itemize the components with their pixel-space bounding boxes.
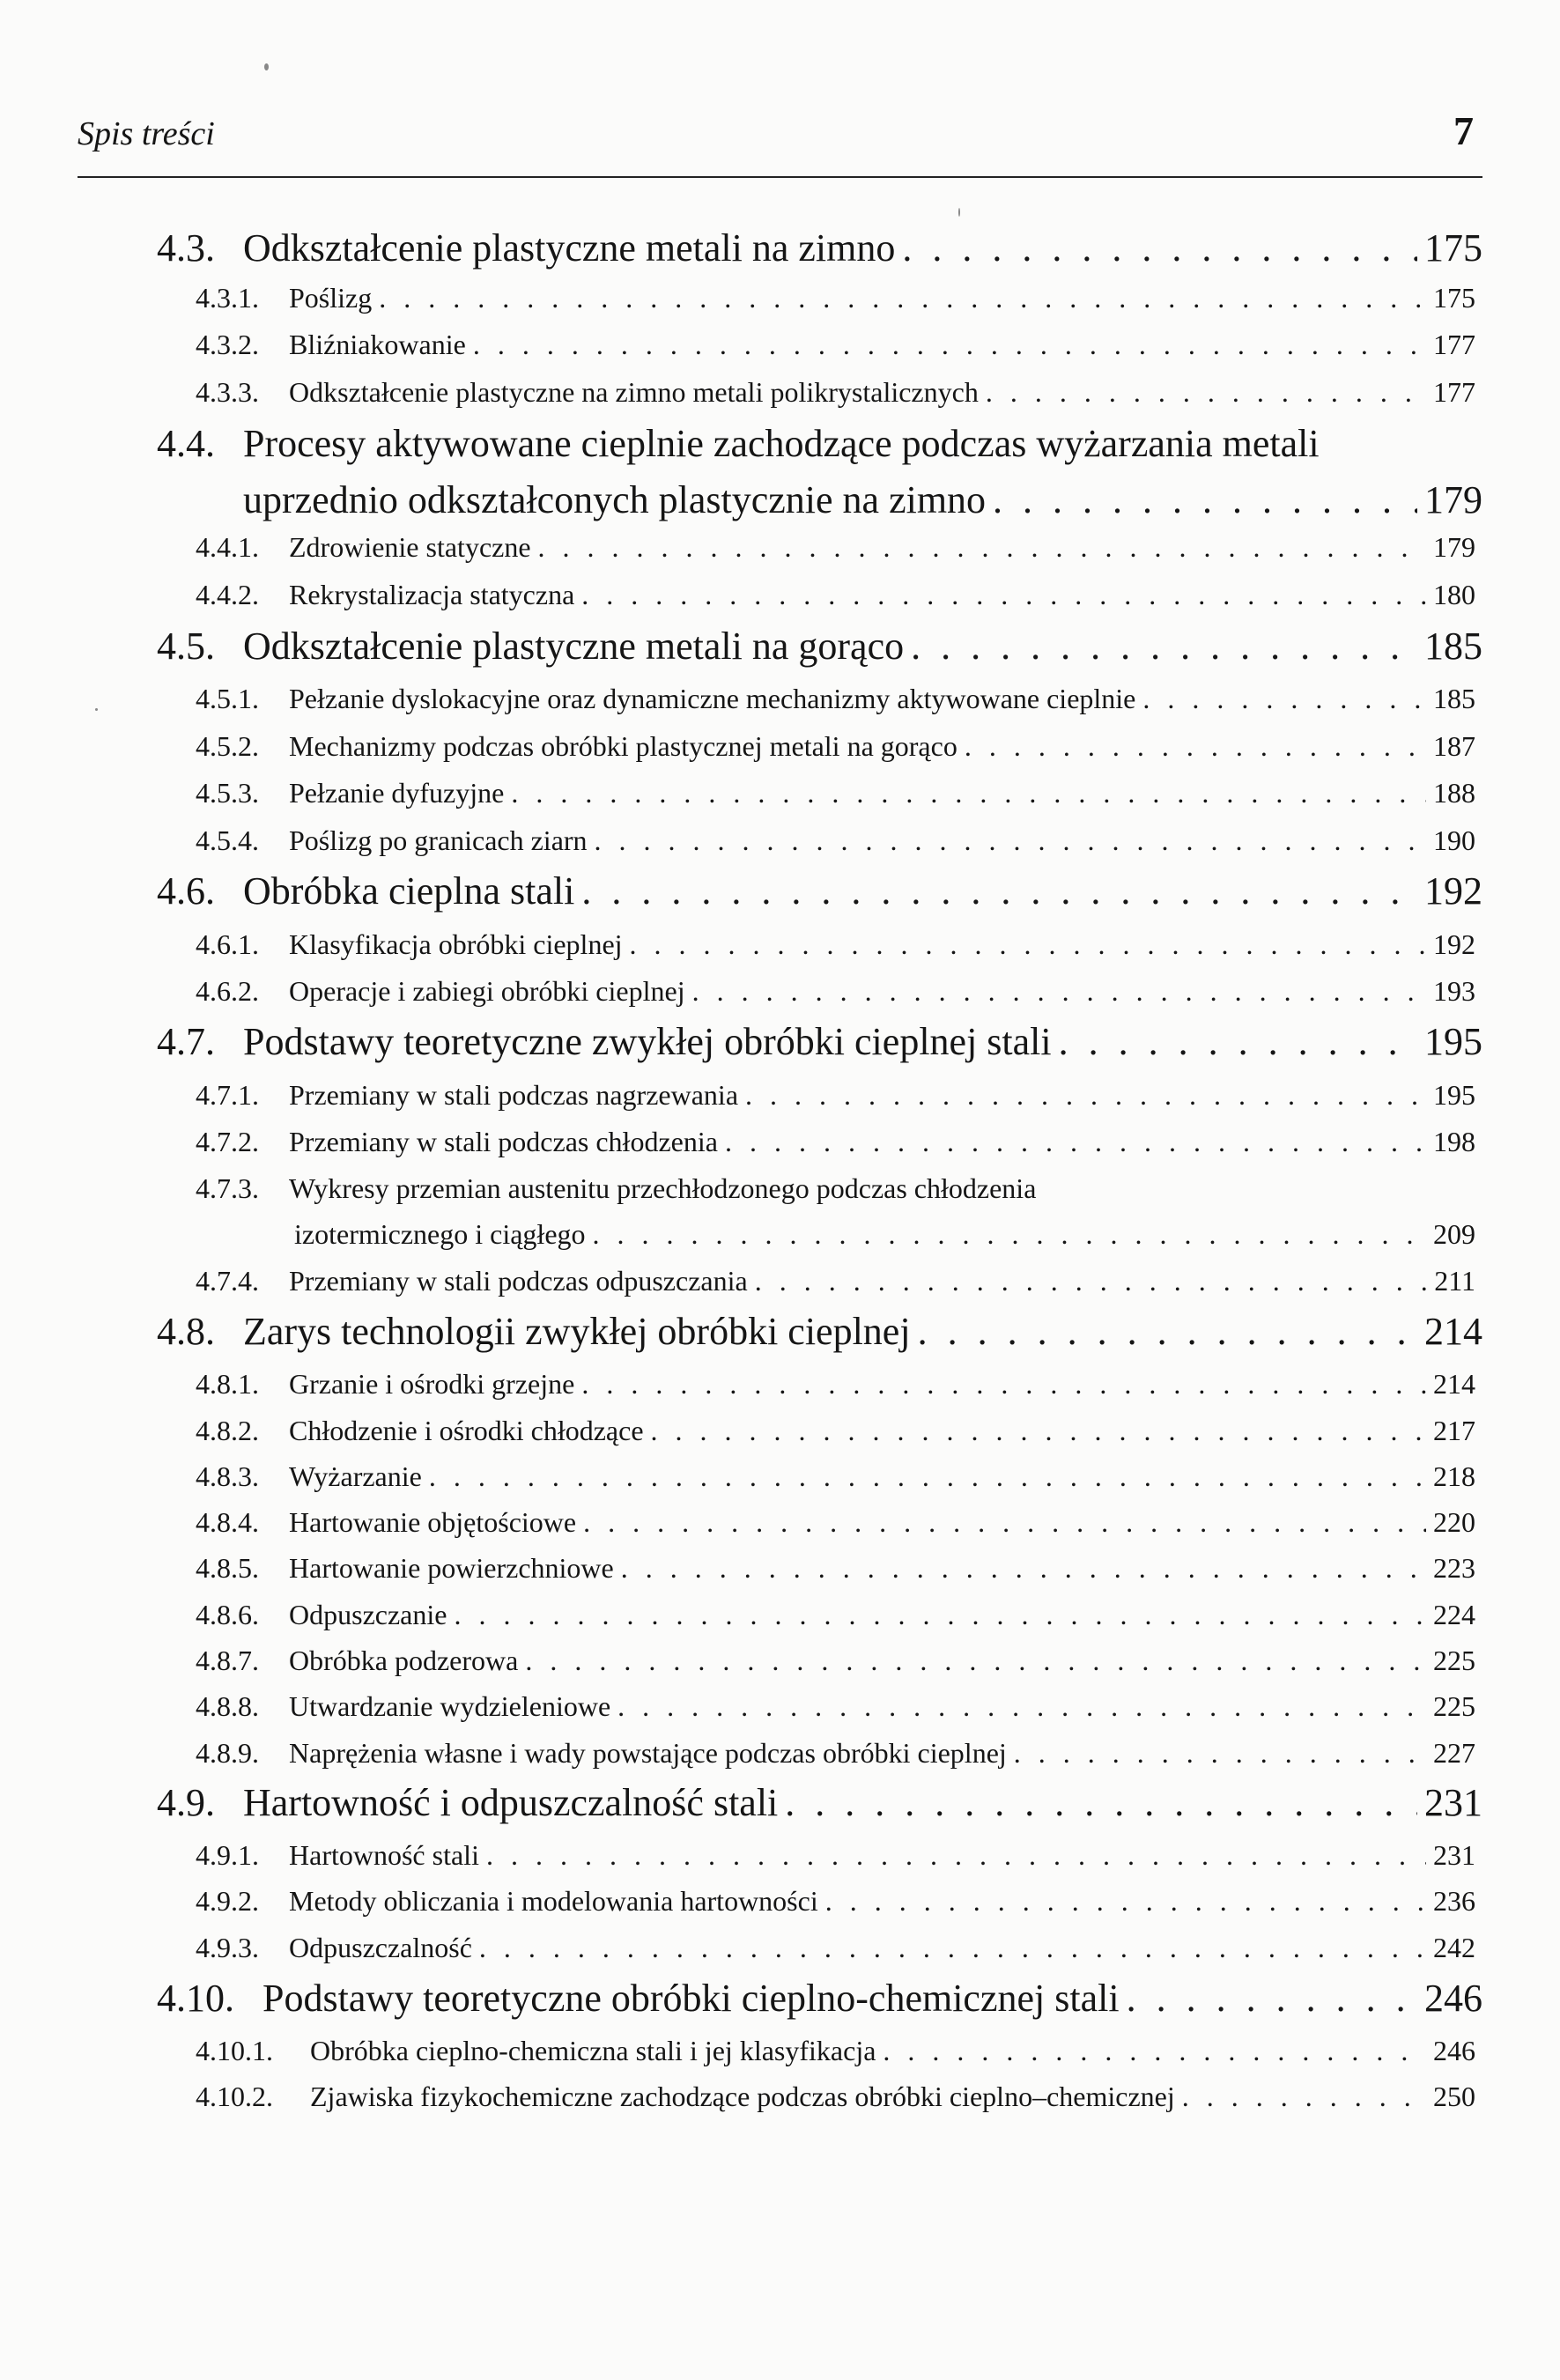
- entry-page: 195: [1424, 1020, 1482, 1063]
- entry-title: Operacje i zabiegi obróbki cieplnej: [289, 975, 685, 1007]
- entry-number: 4.8.6.: [196, 1599, 259, 1630]
- dot-leader: [725, 1126, 1426, 1158]
- toc-entry-subsection[interactable]: [196, 2081, 1475, 2113]
- dot-leader: [745, 1079, 1426, 1112]
- toc-entry-subsection[interactable]: [196, 579, 1475, 611]
- entry-number: 4.9.2.: [196, 1885, 259, 1917]
- entry-title: Obróbka cieplna stali: [243, 869, 575, 913]
- entry-title: Przemiany w stali podczas nagrzewania: [289, 1079, 739, 1111]
- toc-entry-section[interactable]: [157, 868, 1482, 913]
- entry-page: 236: [1433, 1885, 1475, 1917]
- dot-leader: [918, 1309, 1417, 1354]
- entry-page: 214: [1424, 1310, 1482, 1353]
- entry-number: 4.5.1.: [196, 683, 259, 714]
- entry-page: 231: [1433, 1839, 1475, 1871]
- dot-leader: [993, 477, 1417, 522]
- entry-title-continued: uprzednio odkształconych plastycznie na zimno: [243, 478, 987, 521]
- entry-page: 188: [1433, 777, 1475, 809]
- toc-entry-subsection[interactable]: [196, 1737, 1475, 1770]
- entry-title: Obróbka cieplno-chemiczna stali i jej klasyfikacja: [310, 2035, 876, 2066]
- entry-title: Zarys technologii zwykłej obróbki cieplnej: [243, 1310, 911, 1353]
- entry-page: 214: [1433, 1368, 1475, 1400]
- dot-leader: [454, 1599, 1426, 1631]
- entry-number: 4.8.: [157, 1310, 215, 1353]
- entry-page: 246: [1433, 2035, 1475, 2066]
- entry-page: 180: [1433, 579, 1475, 610]
- toc-entry-subsection[interactable]: [196, 1265, 1475, 1297]
- toc-entry-subsection[interactable]: [196, 531, 1475, 564]
- entry-number: 4.7.1.: [196, 1079, 259, 1111]
- toc-entry-subsection[interactable]: [196, 1599, 1475, 1631]
- dot-leader: [1127, 1976, 1417, 2021]
- dot-leader: [1182, 2081, 1426, 2113]
- entry-title: Wykresy przemian austenitu przechłodzonego podczas chłodzenia: [289, 1172, 1037, 1204]
- entry-title: Obróbka podzerowa: [289, 1645, 519, 1676]
- toc-entry-section[interactable]: [157, 1019, 1482, 1064]
- entry-title: Pełzanie dyfuzyjne: [289, 777, 505, 809]
- dot-leader: [617, 1690, 1426, 1723]
- entry-page: 227: [1433, 1737, 1475, 1769]
- entry-number: 4.5.: [157, 625, 215, 668]
- entry-number: 4.9.: [157, 1781, 215, 1824]
- header-page-number: 7: [1453, 108, 1474, 153]
- entry-number: 4.8.5.: [196, 1552, 259, 1584]
- dot-leader: [581, 868, 1417, 913]
- entry-number: 4.3.3.: [196, 376, 259, 408]
- entry-page: 190: [1433, 824, 1475, 856]
- entry-title: Hartowność stali: [289, 1839, 479, 1871]
- toc-entry-section[interactable]: [157, 421, 1482, 466]
- entry-number: 4.3.2.: [196, 329, 259, 360]
- entry-page: 209: [1433, 1218, 1475, 1250]
- entry-title: Odkształcenie plastyczne metali na zimno: [243, 226, 896, 270]
- entry-title: Odpuszczanie: [289, 1599, 447, 1630]
- entry-page: 185: [1424, 625, 1482, 668]
- dot-leader: [379, 282, 1426, 314]
- scan-speck: [958, 208, 960, 217]
- toc-entry-subsection[interactable]: [196, 329, 1475, 361]
- toc-entry-subsection[interactable]: [196, 730, 1475, 763]
- toc-entry-subsection[interactable]: [196, 1126, 1475, 1158]
- entry-number: 4.3.1.: [196, 282, 259, 314]
- toc-entry-subsection[interactable]: [196, 1932, 1475, 1964]
- entry-number: 4.7.4.: [196, 1265, 259, 1297]
- toc-entry-subsection[interactable]: [196, 1690, 1475, 1723]
- entry-number: 4.4.: [157, 422, 215, 465]
- entry-number: 4.8.1.: [196, 1368, 259, 1400]
- entry-number: 4.9.3.: [196, 1932, 259, 1963]
- toc-entry-subsection[interactable]: [196, 683, 1475, 715]
- toc-entry-subsection[interactable]: [196, 975, 1475, 1008]
- toc-entry-section[interactable]: [157, 1309, 1482, 1354]
- dot-leader: [595, 824, 1426, 857]
- entry-title: Procesy aktywowane cieplnie zachodzące podczas wyżarzania metali: [243, 422, 1320, 465]
- dot-leader: [538, 531, 1426, 564]
- dot-leader: [581, 579, 1426, 611]
- dot-leader: [825, 1885, 1426, 1918]
- toc-entry-subsection[interactable]: [196, 1460, 1475, 1493]
- entry-page: 217: [1433, 1415, 1475, 1446]
- dot-leader: [581, 1368, 1426, 1401]
- dot-leader: [630, 928, 1426, 961]
- toc-entry-subsection[interactable]: [196, 1885, 1475, 1918]
- entry-number: 4.9.1.: [196, 1839, 259, 1871]
- dot-leader: [986, 376, 1426, 409]
- entry-number: 4.8.7.: [196, 1645, 259, 1676]
- entry-number: 4.8.2.: [196, 1415, 259, 1446]
- entry-title: Wyżarzanie: [289, 1460, 422, 1492]
- dot-leader: [593, 1218, 1426, 1251]
- dot-leader: [651, 1415, 1426, 1447]
- entry-number: 4.6.: [157, 869, 215, 913]
- entry-title: Klasyfikacja obróbki cieplnej: [289, 928, 623, 960]
- dot-leader: [1059, 1019, 1417, 1064]
- entry-title: Poślizg: [289, 282, 373, 314]
- entry-page: 179: [1424, 478, 1482, 521]
- entry-number: 4.8.9.: [196, 1737, 259, 1769]
- dot-leader: [965, 730, 1426, 763]
- scan-speck: [95, 708, 98, 711]
- entry-page: 177: [1433, 329, 1475, 360]
- dot-leader: [755, 1265, 1427, 1297]
- toc-entry-subsection[interactable]: [196, 282, 1475, 314]
- entry-page: 195: [1433, 1079, 1475, 1111]
- entry-number: 4.8.4.: [196, 1506, 259, 1538]
- entry-title: Podstawy teoretyczne zwykłej obróbki cieplnej stali: [243, 1020, 1052, 1063]
- entry-number: 4.6.2.: [196, 975, 259, 1007]
- entry-title: Podstawy teoretyczne obróbki cieplno-chemicznej stali: [262, 1977, 1120, 2020]
- dot-leader: [486, 1839, 1426, 1872]
- toc-entry-subsection[interactable]: [196, 1415, 1475, 1447]
- entry-number: 4.5.3.: [196, 777, 259, 809]
- entry-title: Odkształcenie plastyczne metali na gorąco: [243, 625, 905, 668]
- entry-page: 246: [1424, 1977, 1482, 2020]
- entry-page: 225: [1433, 1690, 1475, 1722]
- entry-number: 4.4.2.: [196, 579, 259, 610]
- entry-number: 4.10.: [157, 1977, 234, 2020]
- toc-entry-section[interactable]: [157, 1976, 1482, 2021]
- dot-leader: [525, 1645, 1426, 1677]
- entry-page: 211: [1434, 1265, 1475, 1297]
- entry-number: 4.10.1.: [196, 2035, 273, 2066]
- entry-title: Przemiany w stali podczas odpuszczania: [289, 1265, 748, 1297]
- toc-entry-section-continued[interactable]: [243, 477, 1482, 522]
- toc-entry-section[interactable]: [157, 624, 1482, 669]
- toc-entry-subsection[interactable]: [196, 1506, 1475, 1539]
- dot-leader: [1142, 683, 1426, 715]
- dot-leader: [583, 1506, 1426, 1539]
- toc-entry-section[interactable]: [157, 225, 1482, 270]
- entry-page: 250: [1433, 2081, 1475, 2112]
- dot-leader: [902, 225, 1417, 270]
- entry-title: Hartowność i odpuszczalność stali: [243, 1781, 779, 1824]
- entry-number: 4.6.1.: [196, 928, 259, 960]
- toc-entry-section[interactable]: [157, 1780, 1482, 1825]
- entry-title: Zjawiska fizykochemiczne zachodzące podczas obróbki cieplno–chemicznej: [310, 2081, 1175, 2112]
- entry-title: Przemiany w stali podczas chłodzenia: [289, 1126, 718, 1157]
- entry-number: 4.10.2.: [196, 2081, 273, 2112]
- entry-number: 4.5.4.: [196, 824, 259, 856]
- entry-page: 192: [1433, 928, 1475, 960]
- entry-page: 223: [1433, 1552, 1475, 1584]
- entry-page: 220: [1433, 1506, 1475, 1538]
- entry-number: 4.7.3.: [196, 1172, 259, 1204]
- entry-title: Grzanie i ośrodki grzejne: [289, 1368, 575, 1400]
- entry-title: Poślizg po granicach ziarn: [289, 824, 588, 856]
- dot-leader: [429, 1460, 1426, 1493]
- entry-title: Hartowanie objętościowe: [289, 1506, 577, 1538]
- entry-number: 4.8.3.: [196, 1460, 259, 1492]
- dot-leader: [479, 1932, 1426, 1964]
- entry-title: Pełzanie dyslokacyjne oraz dynamiczne mechanizmy aktywowane cieplnie: [289, 683, 1136, 714]
- entry-number: 4.8.8.: [196, 1690, 259, 1722]
- toc-entry-subsection[interactable]: [196, 1552, 1475, 1585]
- header-rule: [78, 176, 1482, 178]
- entry-page: 175: [1424, 226, 1482, 270]
- dot-leader: [511, 777, 1426, 809]
- running-header: [78, 107, 1482, 160]
- toc-entry-subsection[interactable]: [196, 376, 1475, 409]
- entry-number: 4.7.2.: [196, 1126, 259, 1157]
- toc-entry-subsection-continued[interactable]: [294, 1218, 1475, 1251]
- toc-entry-subsection[interactable]: [196, 1079, 1475, 1112]
- entry-page: 225: [1433, 1645, 1475, 1676]
- entry-title: Zdrowienie statyczne: [289, 531, 531, 563]
- entry-title: Chłodzenie i ośrodki chłodzące: [289, 1415, 644, 1446]
- toc-entry-subsection[interactable]: [196, 2035, 1475, 2067]
- entry-page: 231: [1424, 1781, 1482, 1824]
- dot-leader: [621, 1552, 1426, 1585]
- entry-page: 185: [1433, 683, 1475, 714]
- entry-title: Utwardzanie wydzieleniowe: [289, 1690, 611, 1722]
- toc-entry-subsection[interactable]: [196, 1172, 1475, 1205]
- entry-number: 4.4.1.: [196, 531, 259, 563]
- entry-title: Odpuszczalność: [289, 1932, 472, 1963]
- entry-number: 4.5.2.: [196, 730, 259, 762]
- entry-title: Bliźniakowanie: [289, 329, 466, 360]
- toc-entry-subsection[interactable]: [196, 928, 1475, 961]
- entry-page: 175: [1433, 282, 1475, 314]
- entry-page: 198: [1433, 1126, 1475, 1157]
- entry-title: Rekrystalizacja statyczna: [289, 579, 575, 610]
- entry-page: 192: [1424, 869, 1482, 913]
- toc-entry-subsection[interactable]: [196, 824, 1475, 857]
- scan-speck: [264, 63, 269, 70]
- dot-leader: [911, 624, 1417, 669]
- entry-title: Odkształcenie plastyczne na zimno metali polikrystalicznych: [289, 376, 979, 408]
- entry-title: Naprężenia własne i wady powstające podczas obróbki cieplnej: [289, 1737, 1007, 1769]
- entry-title: Mechanizmy podczas obróbki plastycznej metali na gorąco: [289, 730, 957, 762]
- toc-entry-subsection[interactable]: [196, 1368, 1475, 1401]
- dot-leader: [1014, 1737, 1426, 1770]
- header-title: Spis treści: [78, 115, 215, 152]
- dot-leader: [883, 2035, 1426, 2067]
- entry-page: 179: [1433, 531, 1475, 563]
- entry-page: 177: [1433, 376, 1475, 408]
- toc-entry-subsection[interactable]: [196, 1645, 1475, 1677]
- entry-title: Hartowanie powierzchniowe: [289, 1552, 614, 1584]
- entry-page: 224: [1433, 1599, 1475, 1630]
- toc-entry-subsection[interactable]: [196, 777, 1475, 809]
- entry-page: 193: [1433, 975, 1475, 1007]
- entry-page: 218: [1433, 1460, 1475, 1492]
- dot-leader: [692, 975, 1426, 1008]
- entry-number: 4.7.: [157, 1020, 215, 1063]
- dot-leader: [785, 1780, 1417, 1825]
- entry-number: 4.3.: [157, 226, 215, 270]
- dot-leader: [473, 329, 1426, 361]
- entry-page: 187: [1433, 730, 1475, 762]
- entry-title: Metody obliczania i modelowania hartowności: [289, 1885, 818, 1917]
- toc-entry-subsection[interactable]: [196, 1839, 1475, 1872]
- entry-page: 242: [1433, 1932, 1475, 1963]
- entry-title-continued: izotermicznego i ciągłego: [294, 1218, 586, 1250]
